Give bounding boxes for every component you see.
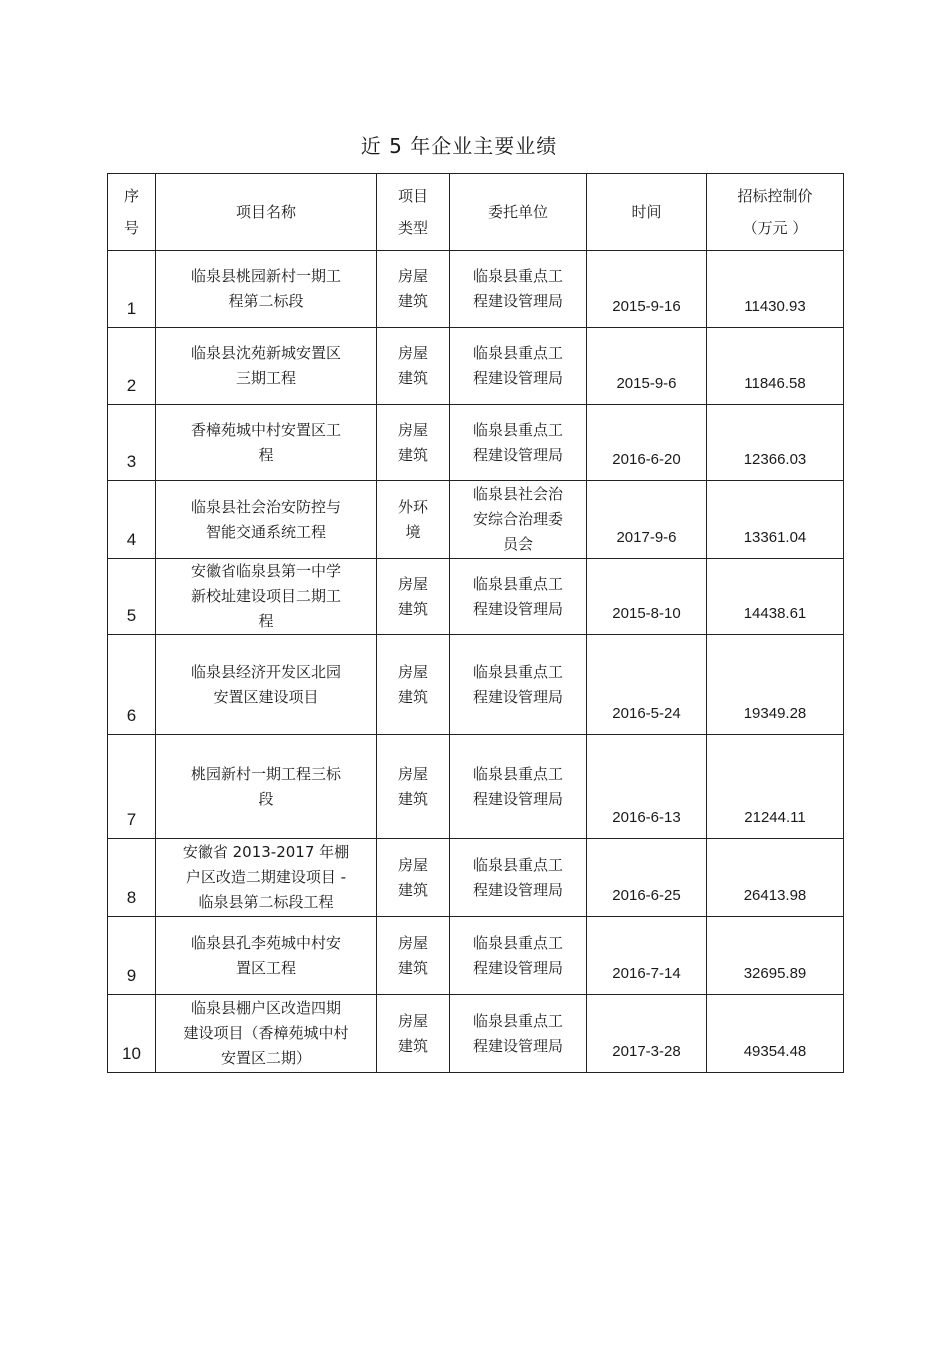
cell-seq: 9 bbox=[108, 917, 156, 995]
cell-project-type: 房屋 建筑 bbox=[377, 735, 450, 839]
cell-price: 12366.03 bbox=[707, 405, 844, 481]
cell-project-name: 临泉县孔李苑城中村安 置区工程 bbox=[156, 917, 377, 995]
cell-date: 2017-3-28 bbox=[587, 995, 707, 1073]
table-row bbox=[108, 635, 844, 735]
cell-date: 2016-6-25 bbox=[587, 839, 707, 917]
cell-project-type: 房屋 建筑 bbox=[377, 995, 450, 1073]
cell-project-name: 香樟苑城中村安置区工 程 bbox=[156, 405, 377, 481]
cell-project-type: 房屋 建筑 bbox=[377, 839, 450, 917]
performance-table bbox=[107, 173, 844, 1073]
cell-price: 13361.04 bbox=[707, 481, 844, 559]
cell-date: 2017-9-6 bbox=[587, 481, 707, 559]
header-seq: 序 号 bbox=[108, 174, 156, 251]
cell-date: 2015-9-16 bbox=[587, 251, 707, 328]
header-client: 委托单位 bbox=[450, 174, 587, 251]
cell-project-name: 安徽省 2013-2017 年棚 户区改造二期建设项目 - 临泉县第二标段工程 bbox=[156, 839, 377, 917]
cell-date: 2015-9-6 bbox=[587, 328, 707, 405]
table-row bbox=[108, 559, 844, 635]
cell-price: 14438.61 bbox=[707, 559, 844, 635]
cell-seq: 6 bbox=[108, 635, 156, 735]
cell-date: 2016-5-24 bbox=[587, 635, 707, 735]
cell-project-type: 房屋 建筑 bbox=[377, 917, 450, 995]
cell-price: 21244.11 bbox=[707, 735, 844, 839]
table-row bbox=[108, 328, 844, 405]
cell-project-type: 房屋 建筑 bbox=[377, 405, 450, 481]
cell-seq: 7 bbox=[108, 735, 156, 839]
cell-client: 临泉县重点工 程建设管理局 bbox=[450, 405, 587, 481]
table-row bbox=[108, 735, 844, 839]
cell-seq: 10 bbox=[108, 995, 156, 1073]
table-row bbox=[108, 839, 844, 917]
cell-seq: 4 bbox=[108, 481, 156, 559]
header-date: 时间 bbox=[587, 174, 707, 251]
cell-seq: 3 bbox=[108, 405, 156, 481]
cell-price: 11430.93 bbox=[707, 251, 844, 328]
cell-project-type: 房屋 建筑 bbox=[377, 559, 450, 635]
cell-project-type: 外环 境 bbox=[377, 481, 450, 559]
cell-project-type: 房屋 建筑 bbox=[377, 328, 450, 405]
cell-project-name: 桃园新村一期工程三标 段 bbox=[156, 735, 377, 839]
table-row bbox=[108, 917, 844, 995]
cell-seq: 5 bbox=[108, 559, 156, 635]
header-project-name: 项目名称 bbox=[156, 174, 377, 251]
cell-client: 临泉县重点工 程建设管理局 bbox=[450, 995, 587, 1073]
table-row bbox=[108, 481, 844, 559]
cell-project-name: 临泉县沈苑新城安置区 三期工程 bbox=[156, 328, 377, 405]
cell-project-name: 安徽省临泉县第一中学 新校址建设项目二期工 程 bbox=[156, 559, 377, 635]
cell-date: 2016-6-13 bbox=[587, 735, 707, 839]
table-body bbox=[108, 251, 844, 1073]
cell-seq: 2 bbox=[108, 328, 156, 405]
cell-client: 临泉县重点工 程建设管理局 bbox=[450, 839, 587, 917]
cell-client: 临泉县重点工 程建设管理局 bbox=[450, 735, 587, 839]
cell-project-name: 临泉县棚户区改造四期 建设项目（香樟苑城中村 安置区二期） bbox=[156, 995, 377, 1073]
cell-project-type: 房屋 建筑 bbox=[377, 251, 450, 328]
cell-seq: 1 bbox=[108, 251, 156, 328]
cell-client: 临泉县重点工 程建设管理局 bbox=[450, 917, 587, 995]
table-row bbox=[108, 251, 844, 328]
cell-price: 11846.58 bbox=[707, 328, 844, 405]
cell-date: 2016-7-14 bbox=[587, 917, 707, 995]
cell-client: 临泉县重点工 程建设管理局 bbox=[450, 635, 587, 735]
cell-project-name: 临泉县经济开发区北园 安置区建设项目 bbox=[156, 635, 377, 735]
cell-project-name: 临泉县桃园新村一期工 程第二标段 bbox=[156, 251, 377, 328]
cell-project-type: 房屋 建筑 bbox=[377, 635, 450, 735]
table-row bbox=[108, 995, 844, 1073]
cell-client: 临泉县重点工 程建设管理局 bbox=[450, 559, 587, 635]
cell-price: 49354.48 bbox=[707, 995, 844, 1073]
header-price: 招标控制价 （万元 ） bbox=[707, 174, 844, 251]
document-title: 近 5 年企业主要业绩 bbox=[360, 134, 558, 158]
cell-client: 临泉县重点工 程建设管理局 bbox=[450, 251, 587, 328]
cell-date: 2016-6-20 bbox=[587, 405, 707, 481]
cell-project-name: 临泉县社会治安防控与 智能交通系统工程 bbox=[156, 481, 377, 559]
table-header-row bbox=[108, 174, 844, 251]
cell-client: 临泉县重点工 程建设管理局 bbox=[450, 328, 587, 405]
cell-seq: 8 bbox=[108, 839, 156, 917]
table-row bbox=[108, 405, 844, 481]
cell-price: 26413.98 bbox=[707, 839, 844, 917]
cell-price: 19349.28 bbox=[707, 635, 844, 735]
header-project-type: 项目 类型 bbox=[377, 174, 450, 251]
cell-price: 32695.89 bbox=[707, 917, 844, 995]
cell-client: 临泉县社会治 安综合治理委 员会 bbox=[450, 481, 587, 559]
cell-date: 2015-8-10 bbox=[587, 559, 707, 635]
